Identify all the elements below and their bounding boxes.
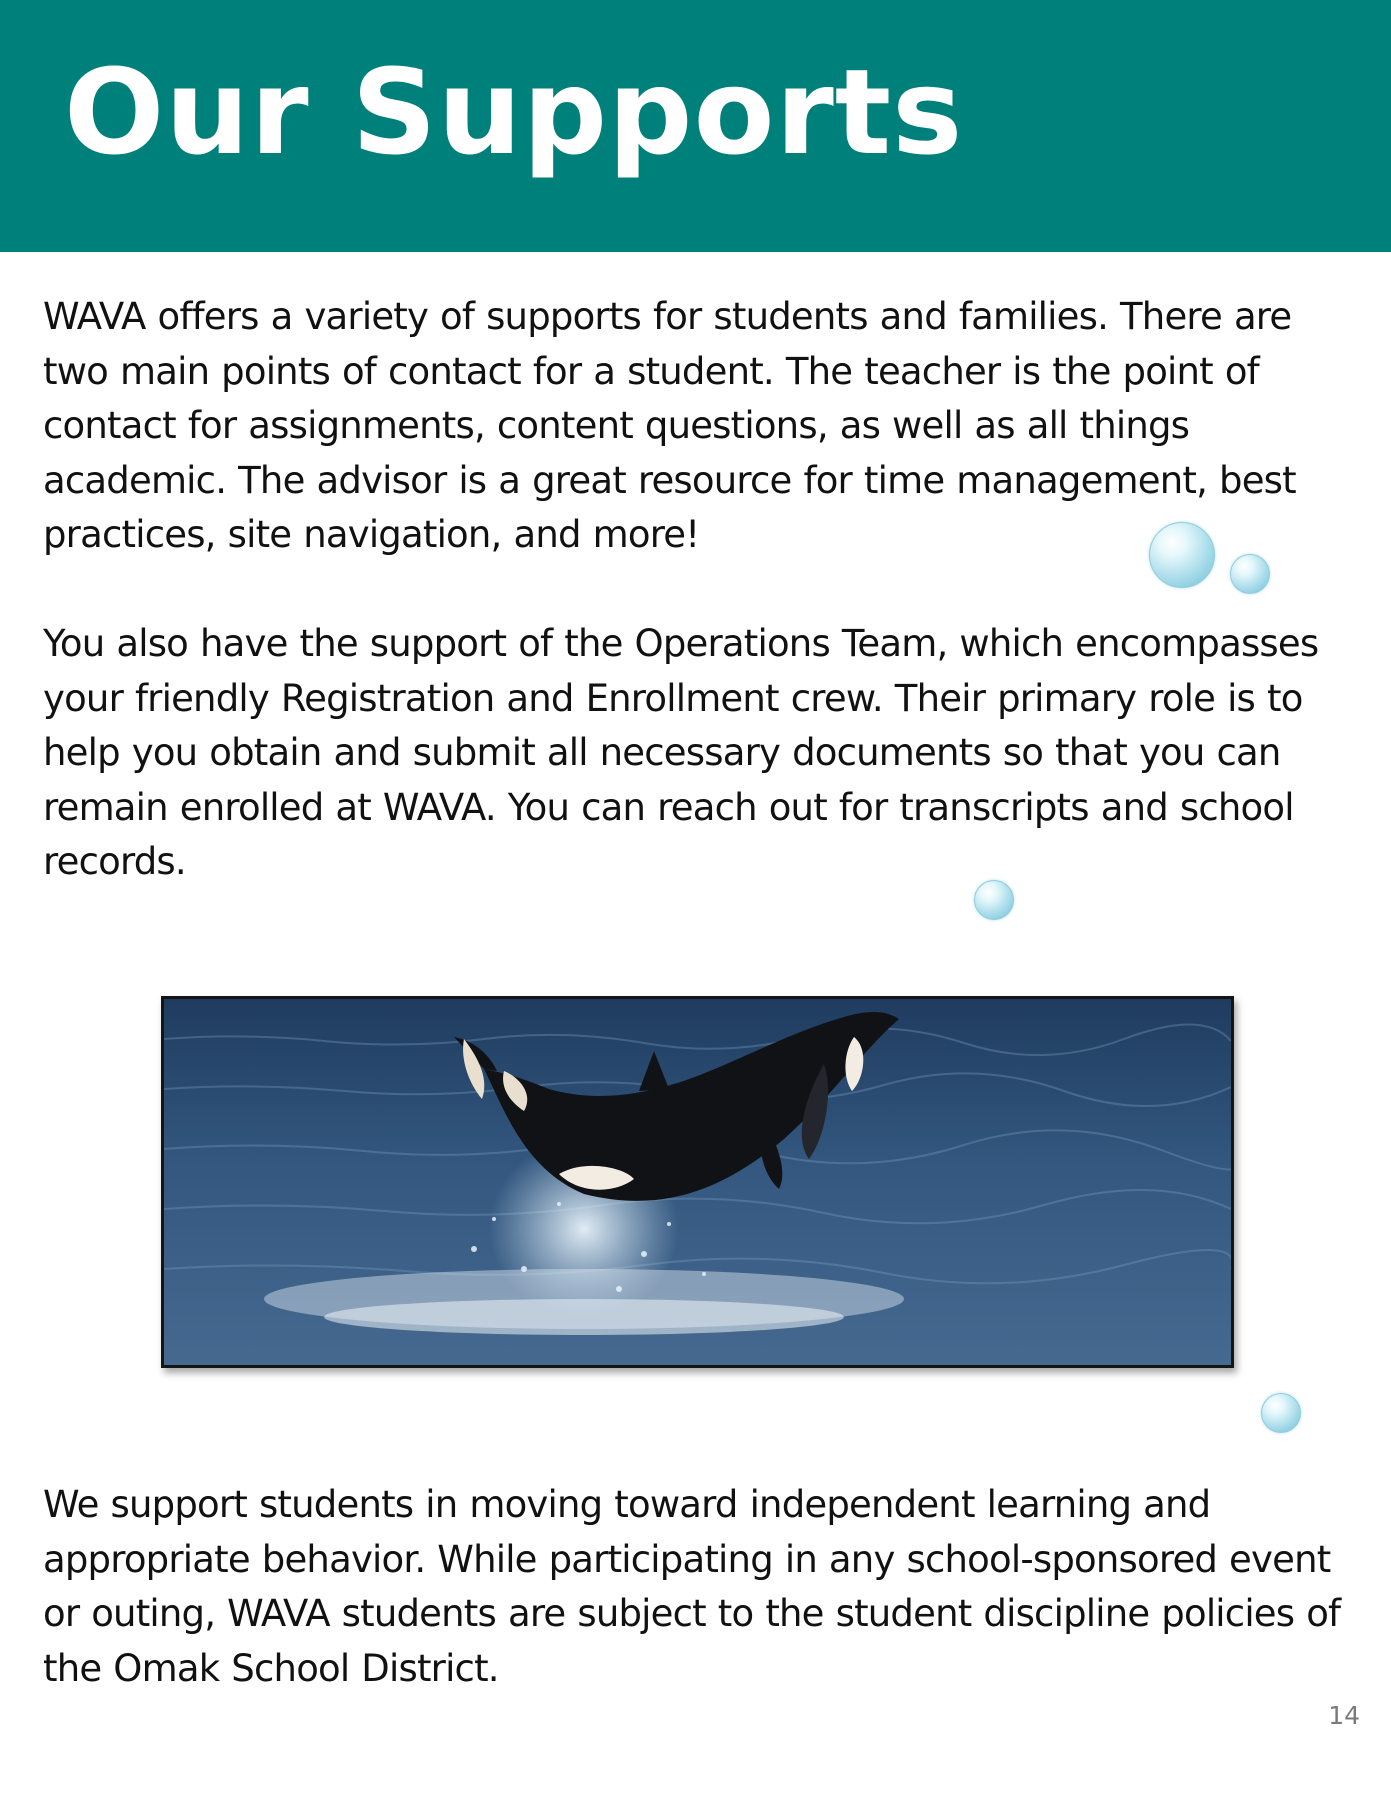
bubble-icon — [1149, 522, 1215, 588]
operations-paragraph: You also have the support of the Operations Team, which encompasses your friendly Registration and Enrollment crew. Their primary role is to help you obtain and submit all necessary documents so that you can remain enrolled at WAVA. You can reach out for transcripts and school records. — [43, 622, 1319, 883]
header-band — [0, 0, 1391, 252]
bubble-icon — [1230, 554, 1270, 594]
page-title: Our Supports — [64, 43, 964, 181]
behavior-paragraph: We support students in moving toward independent learning and appropriate behavior. While participating in any school-sponsored event or outing, WAVA students are subject to the student discipline policies of the Omak School District. — [43, 1483, 1341, 1690]
intro-paragraph: WAVA offers a variety of supports for students and families. There are two main points of contact for a student. The teacher is the point of contact for assignments, content questions, as well as all things academic. The advisor is a great resource for time management, best practices, site navigation, and more! — [43, 295, 1296, 556]
page-number: 14 — [1328, 1701, 1360, 1730]
orca-breaching-image — [164, 999, 1231, 1365]
bubble-icon — [1261, 1393, 1301, 1433]
bubble-icon — [974, 880, 1014, 920]
orca-photo — [161, 996, 1234, 1368]
